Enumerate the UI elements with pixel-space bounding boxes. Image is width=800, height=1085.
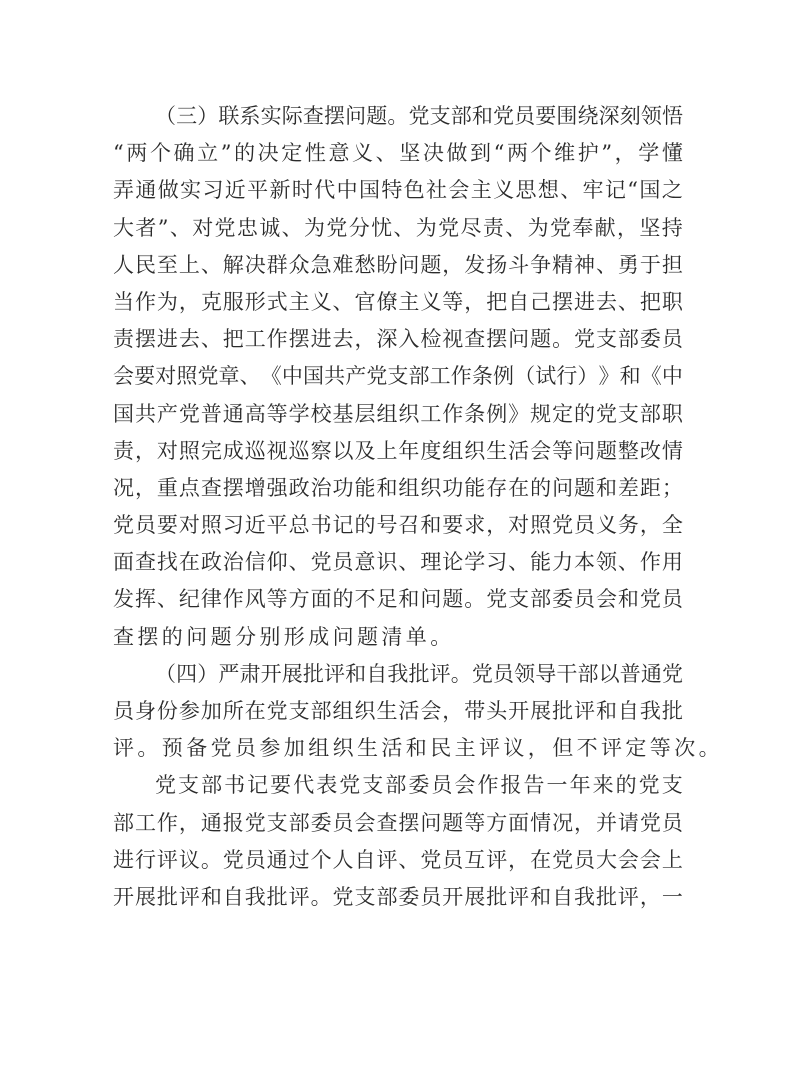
text-line: 进 行 评 议 。 党 员 通 过 个 人 自 评 、 党 员 互 评 ， 在 党 员 大 会 会 上	[113, 847, 683, 872]
text-line: 党 支 部 书 记 要 代 表 党 支 部 委 员 会 作 报 告 一 年 来 的 党 支	[155, 773, 683, 798]
text-line: 部 工 作 ， 通 报 党 支 部 委 员 会 查 摆 问 题 等 方 面 情 况 ， 并 请 党 员	[113, 810, 683, 835]
text-line: 开 展 批 评 和 自 我 批 评 。 党 支 部 委 员 开 展 批 评 和 自 我 批 评 ， 一	[113, 884, 683, 909]
text-line: 发 挥 、 纪 律 作 风 等 方 面 的 不 足 和 问 题 。 党 支 部 委 员 会 和 党 员	[113, 587, 683, 612]
text-line: 况 ， 重 点 查 摆 增 强 政 治 功 能 和 组 织 功 能 存 在 的 问 题 和 差 距 ；	[113, 475, 683, 500]
text-line: （ 三 ） 联 系 实 际 查 摆 问 题 。 党 支 部 和 党 员 要 围 绕 深 刻 领 悟	[155, 104, 683, 128]
text-line: 国 共 产 党 普 通 高 等 学 校 基 层 组 织 工 作 条 例 》 规 定 的 党 支 部 职	[113, 401, 683, 426]
text-line: 责 摆 进 去 、 把 工 作 摆 进 去 ， 深 入 检 视 查 摆 问 题 。 党 支 部 委 员	[113, 327, 683, 352]
text-line: 人 民 至 上 、 解 决 群 众 急 难 愁 盼 问 题 ， 发 扬 斗 争 精 神 、 勇 于 担	[113, 252, 683, 277]
text-line: 会 要 对 照 党 章 、 《 中 国 共 产 党 支 部 工 作 条 例 （ 试 行 ） 》 和 《 中	[113, 364, 683, 389]
text-line: （ 四 ） 严 肃 开 展 批 评 和 自 我 批 评 。 党 员 领 导 干 部 以 普 通 党	[155, 661, 683, 686]
text-line: 党 员 要 对 照 习 近 平 总 书 记 的 号 召 和 要 求 ， 对 照 党 员 义 务 ， 全	[113, 513, 683, 538]
text-line: 查摆的问题分别形成问题清单。	[113, 624, 455, 649]
body-text	[113, 98, 723, 916]
text-line: 大 者 ” 、 对 党 忠 诚 、 为 党 分 忧 、 为 党 尽 责 、 为 党 奉 献 ， 坚 持	[113, 215, 683, 240]
text-line: “ 两 个 确 立 ” 的 决 定 性 意 义 、 坚 决 做 到 “ 两 个 维 护 ” ， 学 懂	[113, 141, 683, 166]
text-line: 责 ， 对 照 完 成 巡 视 巡 察 以 及 上 年 度 组 织 生 活 会 等 问 题 整 改 情	[113, 438, 683, 463]
text-line: 当 作 为 ， 克 服 形 式 主 义 、 官 僚 主 义 等 ， 把 自 己 摆 进 去 、 把 职	[113, 289, 683, 314]
text-line: 评。预备党员参加组织生活和民主评议，但不评定等次。	[113, 736, 723, 761]
text-line: 员 身 份 参 加 所 在 党 支 部 组 织 生 活 会 ， 带 头 开 展 批 评 和 自 我 批	[113, 699, 683, 723]
text-line: 面 查 找 在 政 治 信 仰 、 党 员 意 识 、 理 论 学 习 、 能 力 本 领 、 作 用	[113, 550, 683, 575]
text-line: 弄 通 做 实 习 近 平 新 时 代 中 国 特 色 社 会 主 义 思 想 、 牢 记 “ 国 之	[113, 178, 683, 203]
